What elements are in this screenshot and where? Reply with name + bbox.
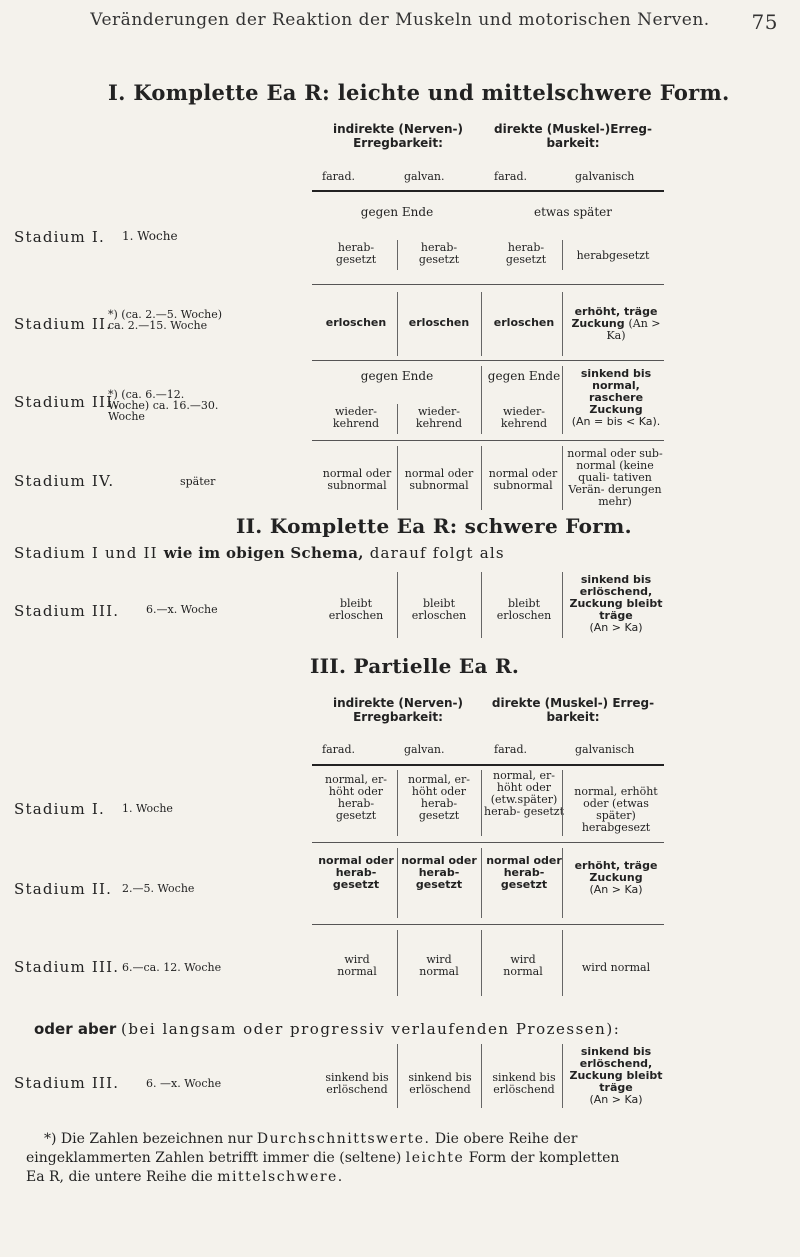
running-title: Veränderungen der Reaktion der Muskeln und motorischen Nerven. [90,10,710,30]
divider [397,572,398,638]
rule [312,440,664,441]
col-direct-header: direkte (Muskel-) Erreg- barkeit: [491,696,655,724]
cell: normal oder subnormal [404,467,474,492]
rule [312,360,664,361]
cell: herab- gesetzt [505,241,547,266]
divider [481,366,482,434]
col-indirect-header: indirekte (Nerven-) Erregbarkeit: [332,696,463,724]
span-label: gegen Ende [360,205,434,219]
divider [397,404,398,434]
cell: erhöht, träge Zuckung (An > Ka) [571,305,661,342]
divider [397,292,398,356]
divider [397,848,398,918]
stage-label: Stadium III. [14,602,120,620]
cell: normal, er- höht oder (etw.später) herab- gesetzt [484,769,565,818]
cell: normal oder subnormal [322,467,392,492]
divider [397,770,398,836]
stage-label: Stadium II. [14,880,113,898]
rule [312,764,664,766]
divider [562,1044,563,1108]
time-label: 1. Woche [122,802,173,815]
divider [397,446,398,510]
stage-label: Stadium III. [14,958,120,976]
cell: erloschen [408,316,470,329]
col-indirect-header: indirekte (Nerven-) Erregbarkeit: [332,122,463,150]
stage-label: Stadium II. [14,315,113,333]
stage-label: Stadium I. [14,228,105,246]
cell: bleibt erloschen [496,597,552,622]
cell: sinkend bis erlöschend [492,1071,556,1096]
divider [481,930,482,996]
cell: wird normal [503,953,543,978]
rule [312,190,664,192]
span-label: etwas später [534,205,612,219]
page-number: 75 [751,10,778,34]
cell: normal oder herab- gesetzt [486,854,562,891]
divider [562,292,563,356]
divider [481,848,482,918]
cell: wird normal [337,953,377,978]
cell: erloschen [493,316,555,329]
cell: herab- gesetzt [335,241,377,266]
divider [562,366,563,434]
section2-intro: Stadium I und II wie im obigen Schema, darauf folgt als [14,544,505,562]
rule [312,284,664,285]
cell: sinkend bis erlöschend, Zuckung bleibt träge (An > Ka) [569,1045,663,1106]
stage-label: Stadium IV. [14,472,115,490]
cell: normal oder sub- normal (keine quali- tativen Verän- derungen mehr) [567,447,663,508]
col-direct-header: direkte (Muskel-)Erreg- barkeit: [493,122,653,150]
cell: wird normal [581,961,651,974]
time-label: 6.—x. Woche [146,603,218,616]
cell: herabgesetzt [576,249,650,262]
cell: sinkend bis erlöschend, Zuckung bleibt träge (An > Ka) [569,573,663,634]
stage-label: Stadium III. [14,393,120,411]
col-farad2: farad. [494,170,527,183]
divider [562,446,563,510]
cell: normal, erhöht oder (etwas später) herabgesezt [574,785,658,834]
cell: wieder- kehrend [332,405,380,430]
span-label: gegen Ende [360,369,434,383]
cell: wird normal [419,953,459,978]
col-farad: farad. [322,743,355,756]
cell: erloschen [325,316,387,329]
col-farad: farad. [322,170,355,183]
running-header [0,10,800,34]
divider [481,446,482,510]
time-label: 2.—5. Woche [122,882,195,895]
col-galvan: galvan. [404,170,445,183]
section1-title: I. Komplette Ea R: leichte und mittelschwere Form. [108,80,730,105]
rule [312,924,664,925]
cell: sinkend bis normal, raschere Zuckung (An = bis < Ka). [571,367,661,428]
section3-title: III. Partielle Ea R. [310,654,520,678]
divider [397,1044,398,1108]
cell: sinkend bis erlöschend [408,1071,472,1096]
divider [481,770,482,836]
time-label: 1. Woche [122,229,178,243]
cell: normal oder subnormal [488,467,558,492]
cell: wieder- kehrend [500,405,548,430]
cell: normal oder herab- gesetzt [401,854,477,891]
oder-aber-line: oder aber (bei langsam oder progressiv verlaufenden Prozessen): [34,1020,621,1038]
time-label: später [180,475,216,488]
time-label: *) (ca. 6.—12. Woche) ca. 16.—30. Woche [108,388,219,423]
cell: herab- gesetzt [418,241,460,266]
divider [562,930,563,996]
divider [481,1044,482,1108]
cell: sinkend bis erlöschend [325,1071,389,1096]
cell: normal oder herab- gesetzt [318,854,394,891]
divider [397,240,398,270]
divider [562,572,563,638]
divider [562,848,563,918]
time-label: 6. —x. Woche [146,1077,222,1090]
time-label: *) (ca. 2.—5. Woche) ca. 2.—15. Woche [108,308,223,332]
cell: bleibt erloschen [411,597,467,622]
span-label: gegen Ende [487,369,561,383]
stage-label: Stadium I. [14,800,105,818]
cell: erhöht, träge Zuckung (An > Ka) [574,859,658,896]
stage-label: Stadium III. [14,1074,120,1092]
cell: normal, er- höht oder herab- gesetzt [408,773,470,822]
col-galvanisch: galvanisch [575,743,635,756]
col-farad2: farad. [494,743,527,756]
time-label: 6.—ca. 12. Woche [122,961,222,974]
divider [562,770,563,836]
cell: wieder- kehrend [415,405,463,430]
divider [481,292,482,356]
divider [397,930,398,996]
section2-title: II. Komplette Ea R: schwere Form. [236,514,632,538]
divider [481,572,482,638]
col-galvan: galvan. [404,743,445,756]
divider [562,240,563,270]
cell: bleibt erloschen [328,597,384,622]
col-galvanisch: galvanisch [575,170,635,183]
footnote: *) Die Zahlen bezeichnen nur Durchschnittswerte. Die obere Reihe der eingeklammerten Zahlen betrifft immer die (seltene) leichte Form der kompletten Ea R, die untere Reihe die mittelschwere. [26,1131,620,1185]
cell: normal, er- höht oder herab- gesetzt [325,773,387,822]
rule [312,842,664,843]
